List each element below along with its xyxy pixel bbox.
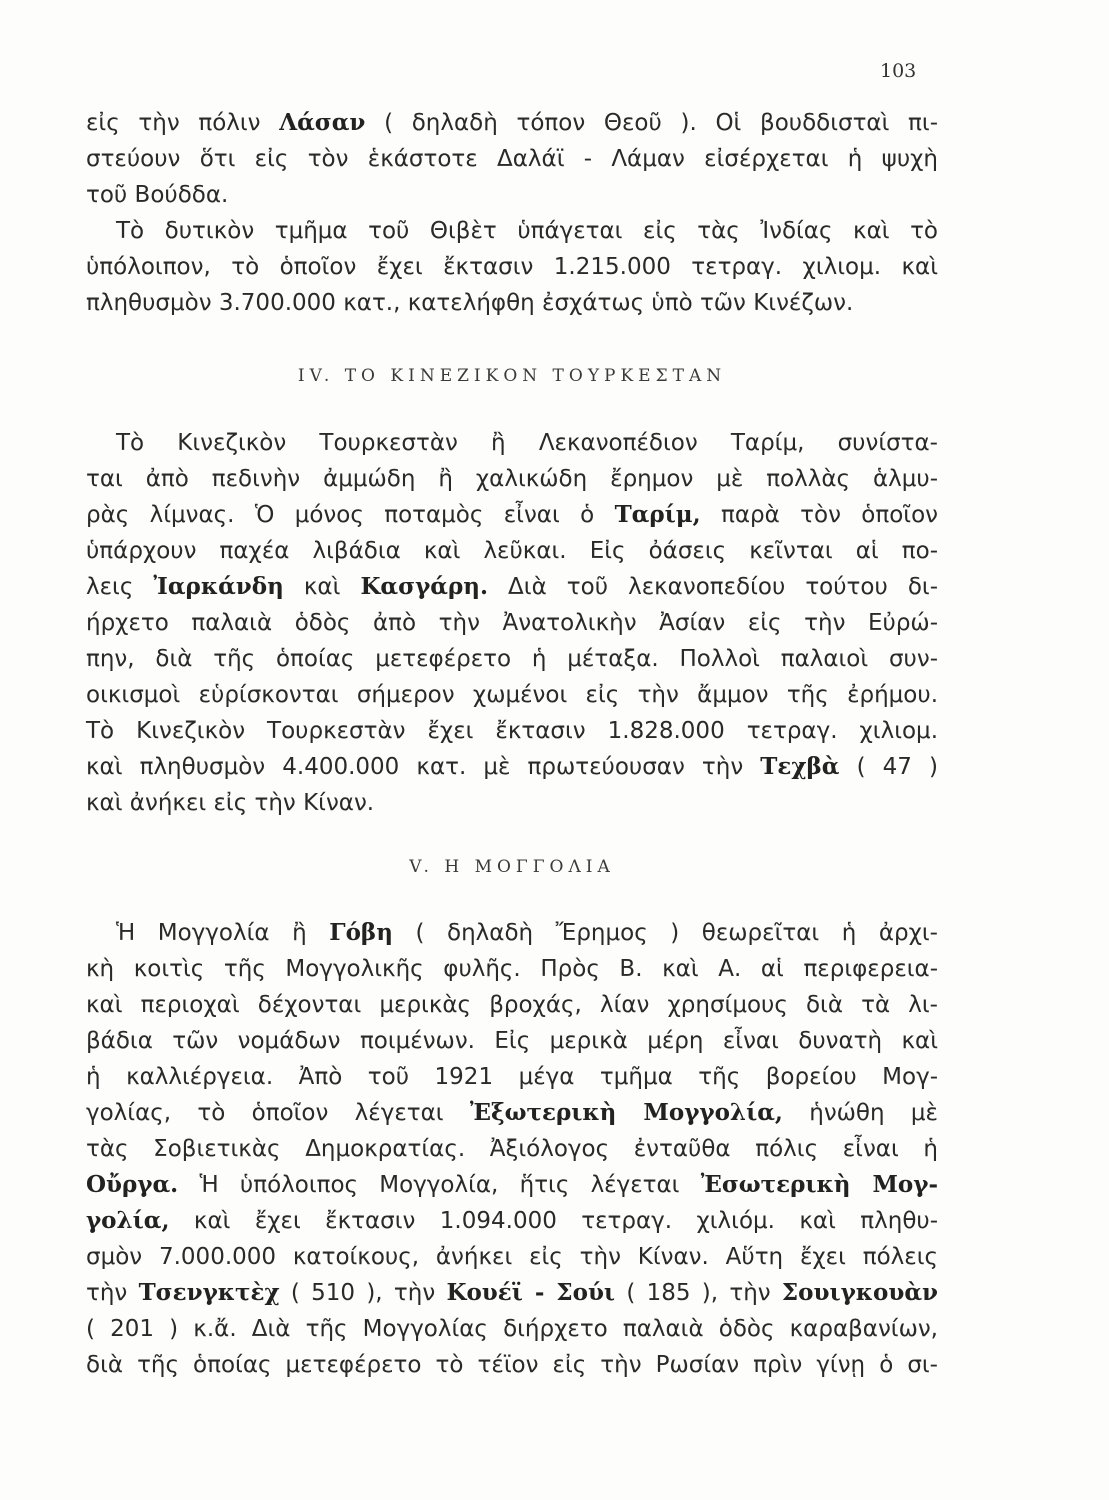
text-run: ( 47 ) bbox=[839, 754, 938, 780]
text-line bbox=[86, 951, 938, 987]
text-run: παρὰ τὸν ὁποῖον bbox=[700, 502, 939, 528]
text-run: ( 201 ) κ.ἄ. Διὰ τῆς Μογγολίας διήρχετο παλαιὰ ὁδὸς καραβανίων, bbox=[86, 1316, 938, 1342]
text-run: τοῦ Βούδδα. bbox=[86, 182, 229, 208]
text-run: καὶ περιοχαὶ δέχονται μερικὰς βροχάς, λίαν χρησίμους διὰ τὰ λι- bbox=[86, 992, 938, 1018]
text-run: Τὸ Κινεζικὸν Τουρκεστὰν ἔχει ἔκτασιν 1.828.000 τετραγ. χιλιομ. bbox=[86, 718, 938, 744]
text-run: λεις bbox=[86, 574, 154, 600]
bold-term: Σουιγκουὰν bbox=[781, 1279, 938, 1306]
text-line bbox=[86, 533, 938, 569]
text-run: καὶ πληθυσμὸν 4.400.000 κατ. μὲ πρωτεύουσαν τὴν bbox=[86, 754, 761, 780]
text-run: ἡ καλλιέργεια. Ἀπὸ τοῦ 1921 μέγα τμῆμα τῆς βορείου Μογ- bbox=[86, 1064, 938, 1090]
text-line bbox=[86, 987, 938, 1023]
text-line bbox=[86, 461, 938, 497]
bold-term: Ταρίμ, bbox=[614, 501, 701, 528]
text-line bbox=[86, 249, 938, 285]
text-line bbox=[86, 1311, 938, 1347]
text-run: στεύουν ὅτι εἰς τὸν ἑκάστοτε Δαλάϊ - Λάμαν εἰσέρχεται ἡ ψυχὴ bbox=[86, 146, 938, 172]
text-line bbox=[86, 1023, 938, 1059]
text-run: ( 185 ), τὴν bbox=[615, 1280, 782, 1306]
text-run: Ἡ Μογγολία ἢ bbox=[116, 920, 330, 946]
text-run: ( δηλαδὴ Ἔρημος ) θεωρεῖται ἡ ἀρχι- bbox=[392, 920, 938, 946]
page-number: 103 bbox=[880, 60, 917, 82]
text-run: ρὰς λίμνας. Ὁ μόνος ποταμὸς εἶναι ὁ bbox=[86, 502, 615, 528]
bold-term: Τσενγκτὲχ bbox=[138, 1279, 280, 1306]
text-run: πην, διὰ τῆς ὁποίας μετεφέρετο ἡ μέταξα. Πολλοὶ παλαιοὶ συν- bbox=[86, 646, 938, 672]
text-run: πληθυσμὸν 3.700.000 κατ., κατελήφθη ἐσχάτως ὑπὸ τῶν Κινέζων. bbox=[86, 290, 854, 316]
text-run: ( 510 ), τὴν bbox=[279, 1280, 447, 1306]
text-line bbox=[86, 785, 938, 821]
bold-term: Γόβη bbox=[329, 919, 393, 946]
text-run: Τὸ δυτικὸν τμῆμα τοῦ Θιβὲτ ὑπάγεται εἰς τὰς Ἰνδίας καὶ τὸ bbox=[116, 218, 938, 244]
bold-term: Ἐσωτερικὴ Μογ- bbox=[700, 1171, 939, 1198]
turkestan-paragraph bbox=[86, 425, 938, 821]
bold-term: Οὔργα. bbox=[86, 1171, 179, 1198]
text-line bbox=[86, 1275, 938, 1311]
text-line bbox=[86, 141, 938, 177]
bold-term: γολία, bbox=[86, 1207, 170, 1234]
text-run: Τὸ Κινεζικὸν Τουρκεστὰν ἢ Λεκανοπέδιον Ταρίμ, συνίστα- bbox=[116, 430, 938, 456]
text-line bbox=[86, 641, 938, 677]
text-run: βάδια τῶν νομάδων ποιμένων. Εἰς μερικὰ μέρη εἶναι δυνατὴ καὶ bbox=[86, 1028, 938, 1054]
bold-term: Κουέϊ - Σούι bbox=[446, 1279, 616, 1306]
text-run: ἡνώθη μὲ bbox=[782, 1100, 938, 1126]
bold-term: Λάσαν bbox=[279, 109, 366, 136]
text-line bbox=[86, 1131, 938, 1167]
text-line bbox=[86, 569, 938, 605]
text-run: ὑπόλοιπον, τὸ ὁποῖον ἔχει ἔκτασιν 1.215.000 τετραγ. χιλιομ. καὶ bbox=[86, 254, 938, 280]
text-line bbox=[86, 1095, 938, 1131]
text-line bbox=[86, 105, 938, 141]
text-run: τὴν bbox=[86, 1280, 139, 1306]
text-run: τὰς Σοβιετικὰς Δημοκρατίας. Ἀξιόλογος ἐνταῦθα πόλις εἶναι ἡ bbox=[86, 1136, 938, 1162]
bold-term: Ἰαρκάνδη bbox=[153, 573, 284, 600]
text-line bbox=[86, 713, 938, 749]
text-run: σμὸν 7.000.000 κατοίκους, ἀνήκει εἰς τὴν Κίναν. Αὕτη ἔχει πόλεις bbox=[86, 1244, 938, 1270]
bold-term: Ἐξωτερικὴ Μογγολία, bbox=[469, 1099, 783, 1126]
section-heading-mongolia: V. Η ΜΟΓΓΟΛΙΑ bbox=[409, 857, 615, 877]
text-line bbox=[86, 605, 938, 641]
text-run: Ἡ ὑπόλοιπος Μογγολία, ἥτις λέγεται bbox=[178, 1172, 701, 1198]
text-line bbox=[86, 677, 938, 713]
text-line bbox=[86, 915, 938, 951]
text-run: γολίας, τὸ ὁποῖον λέγεται bbox=[86, 1100, 470, 1126]
text-run: καὶ bbox=[283, 574, 361, 600]
text-line bbox=[86, 1203, 938, 1239]
text-run: ( δηλαδὴ τόπον Θεοῦ ). Οἱ βουδδισταὶ πι- bbox=[365, 110, 938, 136]
text-run: εἰς τὴν πόλιν bbox=[86, 110, 280, 136]
text-line bbox=[86, 1059, 938, 1095]
bold-term: Τεχβὰ bbox=[760, 753, 840, 780]
text-line bbox=[86, 1167, 938, 1203]
text-line bbox=[86, 177, 938, 213]
text-run: καὶ ἀνήκει εἰς τὴν Κίναν. bbox=[86, 790, 375, 816]
text-run: ήρχετο παλαιὰ ὁδὸς ἀπὸ τὴν Ἀνατολικὴν Ἀσίαν εἰς τὴν Εὐρώ- bbox=[86, 610, 938, 636]
text-run: Διὰ τοῦ λεκανοπεδίου τούτου δι- bbox=[488, 574, 939, 600]
text-run: καὶ ἔχει ἔκτασιν 1.094.000 τετραγ. χιλιόμ. καὶ πληθυ- bbox=[169, 1208, 938, 1234]
text-line bbox=[86, 285, 938, 321]
text-run: διὰ τῆς ὁποίας μετεφέρετο τὸ τέϊον εἰς τὴν Ρωσίαν πρὶν γίνῃ ὁ σι- bbox=[86, 1352, 938, 1378]
text-line bbox=[86, 213, 938, 249]
text-run: κὴ κοιτὶς τῆς Μογγολικῆς φυλῆς. Πρὸς Β. καὶ Α. αἱ περιφερεια- bbox=[86, 956, 938, 982]
text-line bbox=[86, 497, 938, 533]
text-run: ται ἀπὸ πεδινὴν ἀμμώδη ἢ χαλικώδη ἔρημον μὲ πολλὰς ἁλμυ- bbox=[86, 466, 938, 492]
text-line bbox=[86, 425, 938, 461]
text-line bbox=[86, 1239, 938, 1275]
bold-term: Κασγάρη. bbox=[360, 573, 488, 600]
intro-paragraphs bbox=[86, 105, 938, 321]
section-heading-turkestan: IV. ΤΟ ΚΙΝΕΖΙΚΟΝ ΤΟΥΡΚΕΣΤΑΝ bbox=[297, 366, 727, 386]
text-run: οικισμοὶ εὑρίσκονται σήμερον χωμένοι εἰς τὴν ἄμμον τῆς ἐρήμου. bbox=[86, 682, 938, 708]
text-line bbox=[86, 749, 938, 785]
text-run: ὑπάρχουν παχέα λιβάδια καὶ λεῦκαι. Εἰς ὀάσεις κεῖνται αἱ πο- bbox=[86, 538, 938, 564]
text-line bbox=[86, 1347, 938, 1383]
mongolia-paragraph bbox=[86, 915, 938, 1383]
